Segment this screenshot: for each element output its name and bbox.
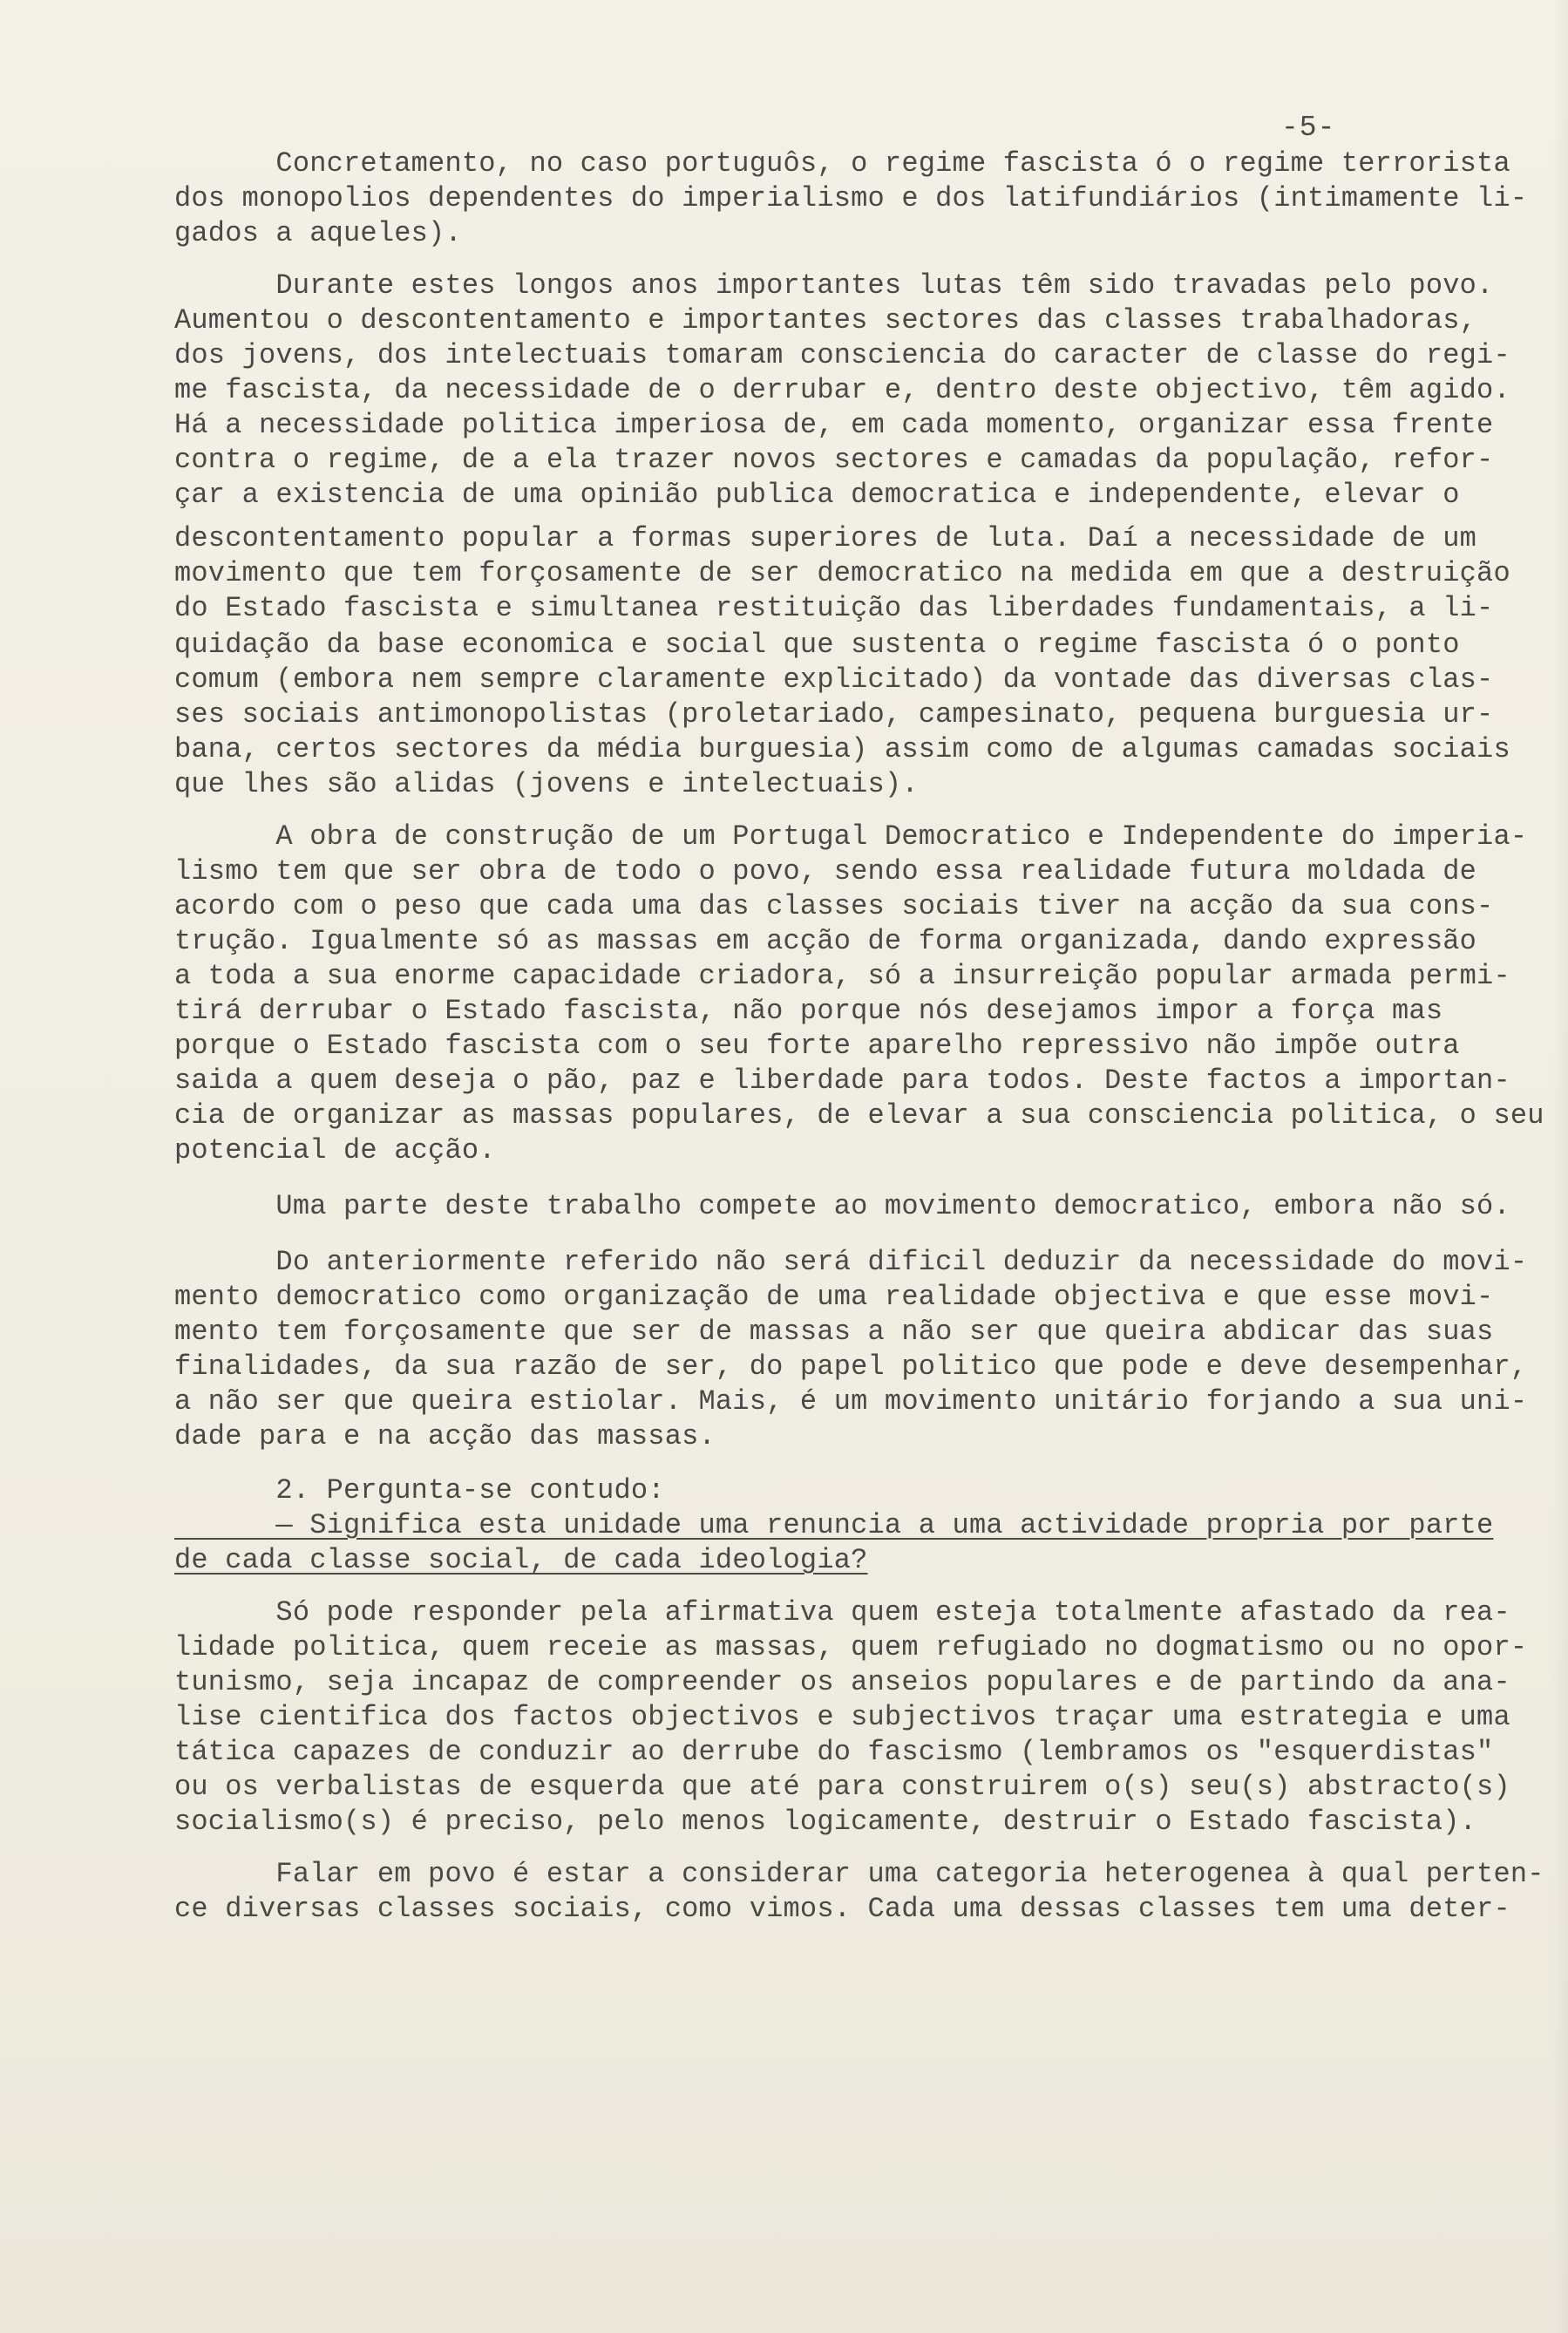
text-line: descontentamento popular a formas superiores de luta. Daí a necessidade de um	[174, 522, 1477, 554]
text-line: tirá derrubar o Estado fascista, não porque nós desejamos impor a força mas	[174, 995, 1443, 1027]
page-edge-shadow	[1552, 0, 1568, 2333]
text-line: Aumentou o descontentamento e importantes sectores das classes trabalhadoras,	[174, 304, 1477, 337]
text-line: movimento que tem forçosamente de ser democratico na medida em que a destruição	[174, 557, 1510, 589]
text-line: dos monopolios dependentes do imperialismo e dos latifundiários (intimamente li-	[174, 182, 1528, 214]
text-line: ou os verbalistas de esquerda que até para construirem o(s) seu(s) abstracto(s)	[174, 1771, 1510, 1803]
text-line: ce diversas classes sociais, como vimos. Cada uma dessas classes tem uma deter-	[174, 1893, 1510, 1925]
text-line: Durante estes longos anos importantes lutas têm sido travadas pelo povo.	[174, 269, 1494, 302]
text-line: quidação da base economica e social que sustenta o regime fascista ó o ponto	[174, 629, 1460, 661]
text-line: — Significa esta unidade uma renuncia a uma actividade propria por parte	[174, 1509, 1494, 1541]
text-line: A obra de construção de um Portugal Democratico e Independente do imperia-	[174, 820, 1528, 853]
text-line: contra o regime, de a ela trazer novos sectores e camadas da população, refor-	[174, 444, 1494, 476]
text-line: a não ser que queira estiolar. Mais, é um movimento unitário forjando a sua uni-	[174, 1385, 1528, 1418]
text-line: Uma parte deste trabalho compete ao movimento democratico, embora não só.	[174, 1190, 1510, 1222]
text-line: acordo com o peso que cada uma das classes sociais tiver na acção da sua cons-	[174, 890, 1494, 922]
text-line: do Estado fascista e simultanea restituição das liberdades fundamentais, a li-	[174, 592, 1494, 624]
text-line: finalidades, da sua razão de ser, do papel politico que pode e deve desempenhar,	[174, 1350, 1528, 1383]
text-line: lidade politica, quem receie as massas, quem refugiado no dogmatismo ou no opor-	[174, 1631, 1528, 1663]
text-line: çar a existencia de uma opinião publica democratica e independente, elevar o	[174, 479, 1460, 511]
text-line: dade para e na acção das massas.	[174, 1420, 716, 1452]
text-line: Só pode responder pela afirmativa quem esteja totalmente afastado da rea-	[174, 1596, 1510, 1629]
text-line: Concretamento, no caso portuguôs, o regime fascista ó o regime terrorista	[174, 147, 1510, 180]
text-line: dos jovens, dos intelectuais tomaram consciencia do caracter de classe do regi-	[174, 339, 1510, 371]
text-line: 2. Pergunta-se contudo:	[174, 1474, 665, 1507]
text-line: Do anteriormente referido não será dificil deduzir da necessidade do movi-	[174, 1246, 1528, 1278]
text-line: lismo tem que ser obra de todo o povo, sendo essa realidade futura moldada de	[174, 855, 1477, 888]
text-line: gados a aqueles).	[174, 217, 462, 249]
text-line: cia de organizar as massas populares, de elevar a sua consciencia politica, o seu	[174, 1099, 1544, 1132]
text-line: me fascista, da necessidade de o derrubar e, dentro deste objectivo, têm agido.	[174, 374, 1510, 406]
text-line: tunismo, seja incapaz de compreender os anseios populares e de partindo da ana-	[174, 1666, 1510, 1698]
text-line: Falar em povo é estar a considerar uma categoria heterogenea à qual perten-	[174, 1858, 1544, 1890]
text-line: trução. Igualmente só as massas em acção de forma organizada, dando expressão	[174, 925, 1477, 957]
text-line: ses sociais antimonopolistas (proletariado, campesinato, pequena burguesia ur-	[174, 698, 1494, 731]
text-line: tática capazes de conduzir ao derrube do fascismo (lembramos os "esquerdistas"	[174, 1736, 1494, 1768]
text-line: mento democratico como organização de uma realidade objectiva e que esse movi-	[174, 1281, 1494, 1313]
text-line: Há a necessidade politica imperiosa de, em cada momento, organizar essa frente	[174, 409, 1494, 441]
text-line: mento tem forçosamente que ser de massas a não ser que queira abdicar das suas	[174, 1316, 1494, 1348]
text-line: bana, certos sectores da média burguesia) assim como de algumas camadas sociais	[174, 733, 1510, 765]
text-line: socialismo(s) é preciso, pelo menos logicamente, destruir o Estado fascista).	[174, 1806, 1477, 1838]
text-line: que lhes são alidas (jovens e intelectuais).	[174, 768, 919, 800]
text-line: potencial de acção.	[174, 1134, 496, 1166]
text-line: saida a quem deseja o pão, paz e liberdade para todos. Deste factos a importan-	[174, 1064, 1510, 1097]
page-number: -5-	[1281, 112, 1336, 144]
text-line: lise cientifica dos factos objectivos e subjectivos traçar uma estrategia e uma	[174, 1701, 1510, 1733]
text-line: porque o Estado fascista com o seu forte aparelho repressivo não impõe outra	[174, 1030, 1460, 1062]
text-line: de cada classe social, de cada ideologia?	[174, 1544, 868, 1576]
text-line: a toda a sua enorme capacidade criadora, só a insurreição popular armada permi-	[174, 960, 1510, 992]
text-line: comum (embora nem sempre claramente explicitado) da vontade das diversas clas-	[174, 663, 1494, 696]
